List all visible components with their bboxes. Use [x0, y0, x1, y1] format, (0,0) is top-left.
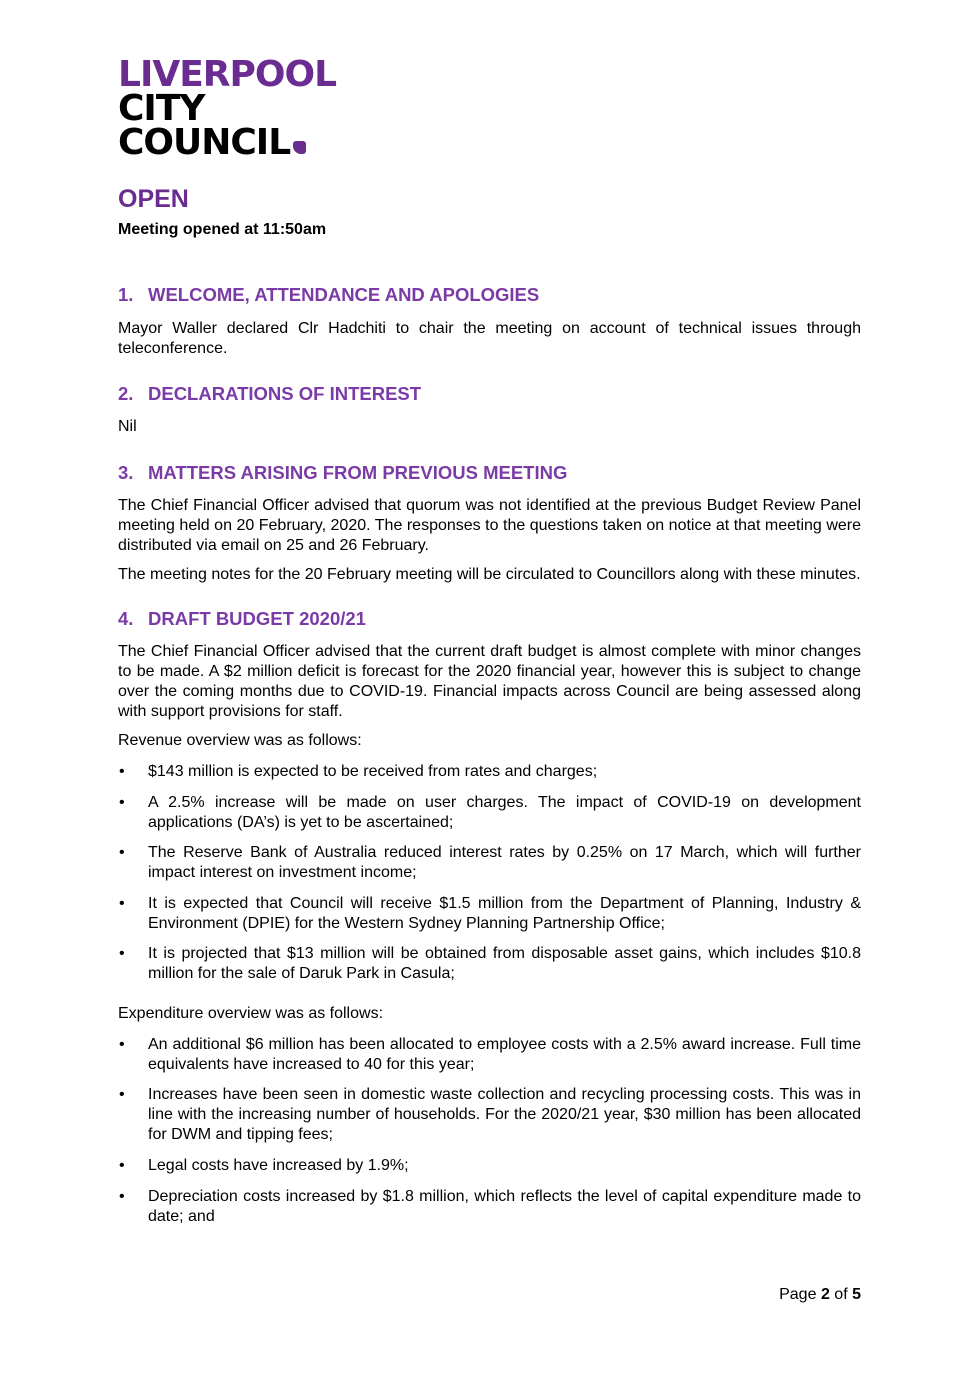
list-item: • It is projected that $13 million will be obtained from disposable asset gains, which includes $10.8 million for the sale of Daruk Park in Casula;	[119, 945, 861, 982]
section-1-paragraph: Mayor Waller declared Clr Hadchiti to chair the meeting on account of technical issues through teleconference.	[118, 320, 861, 357]
list-item: • Increases have been seen in domestic waste collection and recycling processing costs. This was in line with the increasing number of households. For the 2020/21 year, $30 million has been allocated for DWM and tipping fees;	[119, 1086, 861, 1143]
page-of: of	[834, 1286, 848, 1303]
list-item: • Legal costs have increased by 1.9%;	[119, 1157, 409, 1174]
bullet-icon: •	[119, 945, 125, 962]
section-number: 2.	[118, 383, 134, 404]
section-2-paragraph: Nil	[118, 418, 137, 435]
section-1-heading	[118, 283, 861, 307]
list-item: • It is expected that Council will receive $1.5 million from the Department of Planning, Industry & Environment (DPIE) for the Western Sydney Planning Partnership Office;	[119, 895, 861, 932]
section-number: 4.	[118, 608, 134, 629]
section-number: 1.	[118, 284, 134, 305]
list-item: • An additional $6 million has been allocated to employee costs with a 2.5% award increase. Full time equivalents have increased to 40 for this year;	[119, 1036, 861, 1073]
section-2-heading	[118, 382, 861, 406]
bullet-icon: •	[119, 1188, 125, 1205]
document-body	[118, 183, 861, 1227]
page-footer	[700, 1286, 861, 1304]
section-title: DECLARATIONS OF INTEREST	[148, 383, 422, 404]
bullet-icon: •	[119, 1036, 125, 1053]
list-item: • Depreciation costs increased by $1.8 million, which reflects the level of capital expenditure made to date; and	[119, 1188, 861, 1225]
expenditure-list	[118, 1035, 861, 1227]
list-item: • The Reserve Bank of Australia reduced interest rates by 0.25% on 17 March, which will further impact interest on investment income;	[119, 844, 861, 881]
logo-line-3	[118, 122, 336, 163]
revenue-list	[118, 762, 861, 984]
council-logo	[118, 54, 337, 163]
section-3-heading	[118, 461, 861, 485]
expenditure-intro: Expenditure overview was as follows:	[118, 1005, 384, 1022]
page-prefix: Page	[779, 1286, 817, 1303]
section-title: DRAFT BUDGET 2020/21	[148, 608, 366, 629]
section-4-paragraph-1: The Chief Financial Officer advised that the current draft budget is almost complete with minor changes to be made. A $2 million deficit is forecast for the 2020 financial year, however this is subject to change over the coming months due to COVID-19. Financial impacts across Council are being assessed along with support provisions for staff.	[118, 643, 861, 720]
bullet-icon: •	[119, 794, 125, 811]
list-item: • A 2.5% increase will be made on user charges. The impact of COVID-19 on development applications (DA’s) is yet to be ascertained;	[119, 794, 861, 831]
bullet-icon: •	[119, 763, 125, 780]
logo-line-1: LIVERPOOL	[118, 54, 337, 95]
bullet-icon: •	[119, 1086, 125, 1103]
open-heading: OPEN	[118, 185, 189, 213]
logo-line-3-text: COUNCIL	[118, 122, 291, 163]
logo-line-2: CITY	[118, 88, 205, 129]
section-3-paragraph-2: The meeting notes for the 20 February meeting will be circulated to Councillors along with these minutes.	[118, 566, 861, 583]
bullet-icon: •	[119, 895, 125, 912]
bullet-icon: •	[119, 1157, 125, 1174]
section-title: WELCOME, ATTENDANCE AND APOLOGIES	[148, 284, 540, 305]
bullet-icon: •	[119, 844, 125, 861]
page-current: 2	[820, 1286, 830, 1303]
section-4-heading	[118, 607, 861, 631]
page-total: 5	[852, 1286, 861, 1303]
section-3-paragraph-1: The Chief Financial Officer advised that quorum was not identified at the previous Budget Review Panel meeting held on 20 February, 2020. The responses to the questions taken on notice at that meeting were distributed via email on 25 and 26 February.	[118, 497, 861, 554]
list-item: • $143 million is expected to be received from rates and charges;	[119, 763, 598, 780]
section-title: MATTERS ARISING FROM PREVIOUS MEETING	[148, 462, 568, 483]
logo-mark-icon	[293, 141, 306, 154]
meeting-opened-text: Meeting opened at 11:50am	[118, 221, 327, 238]
section-number: 3.	[118, 462, 134, 483]
revenue-intro: Revenue overview was as follows:	[118, 732, 362, 749]
